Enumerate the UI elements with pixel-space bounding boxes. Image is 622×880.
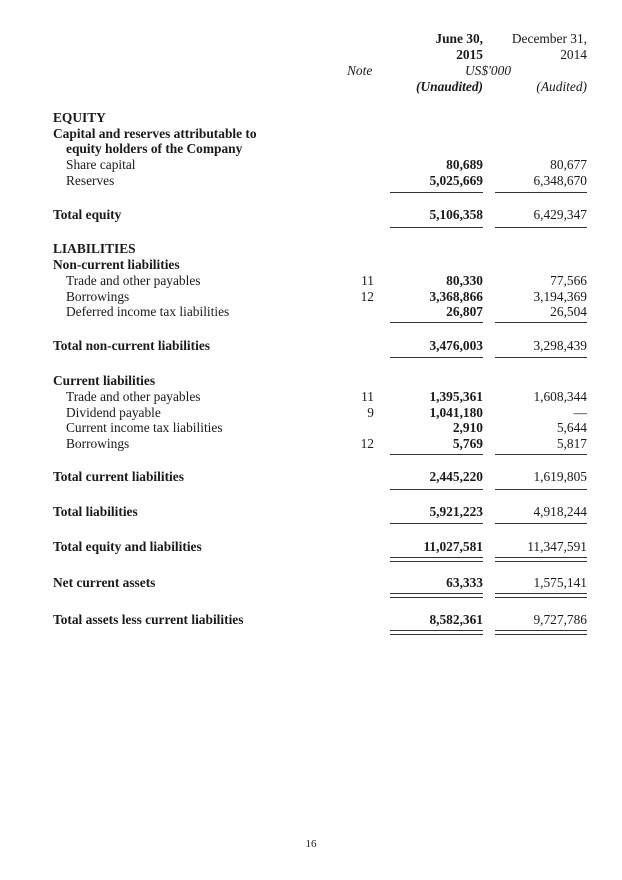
subtotal-rule: [390, 192, 483, 193]
value-jun2015: 5,025,669: [429, 173, 483, 188]
value-dec2014: 9,727,786: [533, 612, 587, 627]
value-dec2014: 5,644: [556, 420, 587, 435]
note-ref: 9: [367, 405, 374, 420]
page-number: 16: [305, 838, 317, 850]
section-heading: LIABILITIES: [53, 241, 136, 256]
subtotal-rule: [390, 454, 483, 455]
row-label: Net current assets: [53, 575, 156, 590]
row-label: Trade and other payables: [66, 273, 201, 288]
note-column-header: Note: [347, 63, 373, 78]
section-heading: EQUITY: [53, 110, 106, 125]
total-assets-less-current-row: [0, 612, 622, 628]
value-jun2015: 5,769: [452, 436, 483, 451]
value-jun2015: 26,807: [446, 304, 483, 319]
column-header-dec-year: 2014: [560, 47, 587, 62]
value-jun2015: 63,333: [446, 575, 483, 590]
subsection-heading: Capital and reserves attributable to: [53, 126, 257, 141]
table-row: [0, 389, 622, 405]
value-dec2014: 77,566: [550, 273, 587, 288]
value-jun2015: 8,582,361: [429, 612, 483, 627]
table-row: [0, 405, 622, 421]
subsection-heading: Current liabilities: [53, 373, 156, 388]
row-label: Borrowings: [66, 436, 130, 451]
total-rule: [390, 489, 483, 490]
value-dec2014: 11,347,591: [527, 539, 587, 554]
liabilities-heading-row: [0, 241, 622, 257]
row-label: Share capital: [66, 157, 136, 172]
row-label: Trade and other payables: [66, 389, 201, 404]
table-row: [0, 173, 622, 189]
equity-subheading-row: [0, 126, 622, 142]
value-jun2015: 2,910: [452, 420, 483, 435]
row-label: Total liabilities: [53, 504, 138, 519]
row-label: Total equity and liabilities: [53, 539, 202, 554]
row-label: Total assets less current liabilities: [53, 612, 244, 627]
row-label: Total current liabilities: [53, 469, 184, 484]
double-rule: [390, 630, 483, 635]
table-row: [0, 420, 622, 436]
total-current-row: [0, 469, 622, 485]
total-non-current-row: [0, 338, 622, 354]
total-rule: [495, 357, 587, 358]
row-label: Total non-current liabilities: [53, 338, 210, 353]
non-current-heading-row: [0, 257, 622, 273]
subtotal-rule: [495, 322, 587, 323]
value-jun2015: 1,041,180: [429, 405, 483, 420]
total-rule: [390, 523, 483, 524]
current-heading-row: [0, 373, 622, 389]
subtotal-rule: [495, 192, 587, 193]
double-rule: [495, 593, 587, 598]
total-equity-liabilities-row: [0, 539, 622, 555]
table-row: [0, 273, 622, 289]
row-label: Dividend payable: [66, 405, 161, 420]
table-row: [0, 436, 622, 452]
row-label: Total equity: [53, 207, 122, 222]
value-jun2015: 80,330: [446, 273, 483, 288]
value-jun2015: 2,445,220: [429, 469, 483, 484]
value-dec2014: —: [573, 405, 587, 420]
total-rule: [495, 227, 587, 228]
equity-heading-row: [0, 110, 622, 126]
row-label: Current income tax liabilities: [66, 420, 223, 435]
double-rule: [390, 593, 483, 598]
value-jun2015: 3,476,003: [429, 338, 483, 353]
table-row: [0, 157, 622, 173]
value-dec2014: 80,677: [550, 157, 587, 172]
double-rule: [495, 557, 587, 562]
value-dec2014: 1,575,141: [533, 575, 587, 590]
subtotal-rule: [495, 454, 587, 455]
value-dec2014: 26,504: [550, 304, 587, 319]
value-jun2015: 1,395,361: [429, 389, 483, 404]
value-dec2014: 1,608,344: [533, 389, 587, 404]
total-rule: [495, 523, 587, 524]
equity-subheading-row-2: [0, 141, 622, 157]
value-dec2014: 3,194,369: [533, 289, 587, 304]
note-ref: 12: [360, 436, 374, 451]
total-equity-row: [0, 207, 622, 223]
column-header-june-year: 2015: [456, 47, 483, 62]
value-jun2015: 11,027,581: [423, 539, 483, 554]
total-rule: [495, 489, 587, 490]
total-rule: [390, 227, 483, 228]
value-dec2014: 6,348,670: [533, 173, 587, 188]
row-label: Deferred income tax liabilities: [66, 304, 230, 319]
note-ref: 11: [361, 273, 374, 288]
row-label: Borrowings: [66, 289, 130, 304]
subsection-heading-cont: equity holders of the Company: [66, 141, 243, 156]
value-jun2015: 3,368,866: [429, 289, 483, 304]
value-dec2014: 4,918,244: [533, 504, 587, 519]
table-row: [0, 289, 622, 305]
row-label: Reserves: [66, 173, 115, 188]
value-jun2015: 5,106,358: [429, 207, 483, 222]
note-ref: 12: [360, 289, 374, 304]
value-dec2014: 6,429,347: [533, 207, 587, 222]
audited-label: (Audited): [536, 79, 587, 94]
column-header-june-2015: [435, 31, 483, 63]
subtotal-rule: [390, 322, 483, 323]
value-jun2015: 5,921,223: [429, 504, 483, 519]
total-rule: [390, 357, 483, 358]
total-liabilities-row: [0, 504, 622, 520]
unaudited-label: (Unaudited): [416, 79, 483, 94]
unit-label: US$'000: [465, 63, 512, 78]
column-header-dec-2014: [512, 31, 587, 63]
value-dec2014: 3,298,439: [533, 338, 587, 353]
column-header-june-date: June 30,: [435, 31, 483, 46]
subsection-heading: Non-current liabilities: [53, 257, 180, 272]
net-current-assets-row: [0, 575, 622, 591]
value-dec2014: 1,619,805: [533, 469, 587, 484]
value-jun2015: 80,689: [446, 157, 483, 172]
value-dec2014: 5,817: [556, 436, 587, 451]
note-ref: 11: [361, 389, 374, 404]
table-row: [0, 304, 622, 320]
double-rule: [390, 557, 483, 562]
column-header-dec-date: December 31,: [511, 31, 587, 46]
double-rule: [495, 630, 587, 635]
